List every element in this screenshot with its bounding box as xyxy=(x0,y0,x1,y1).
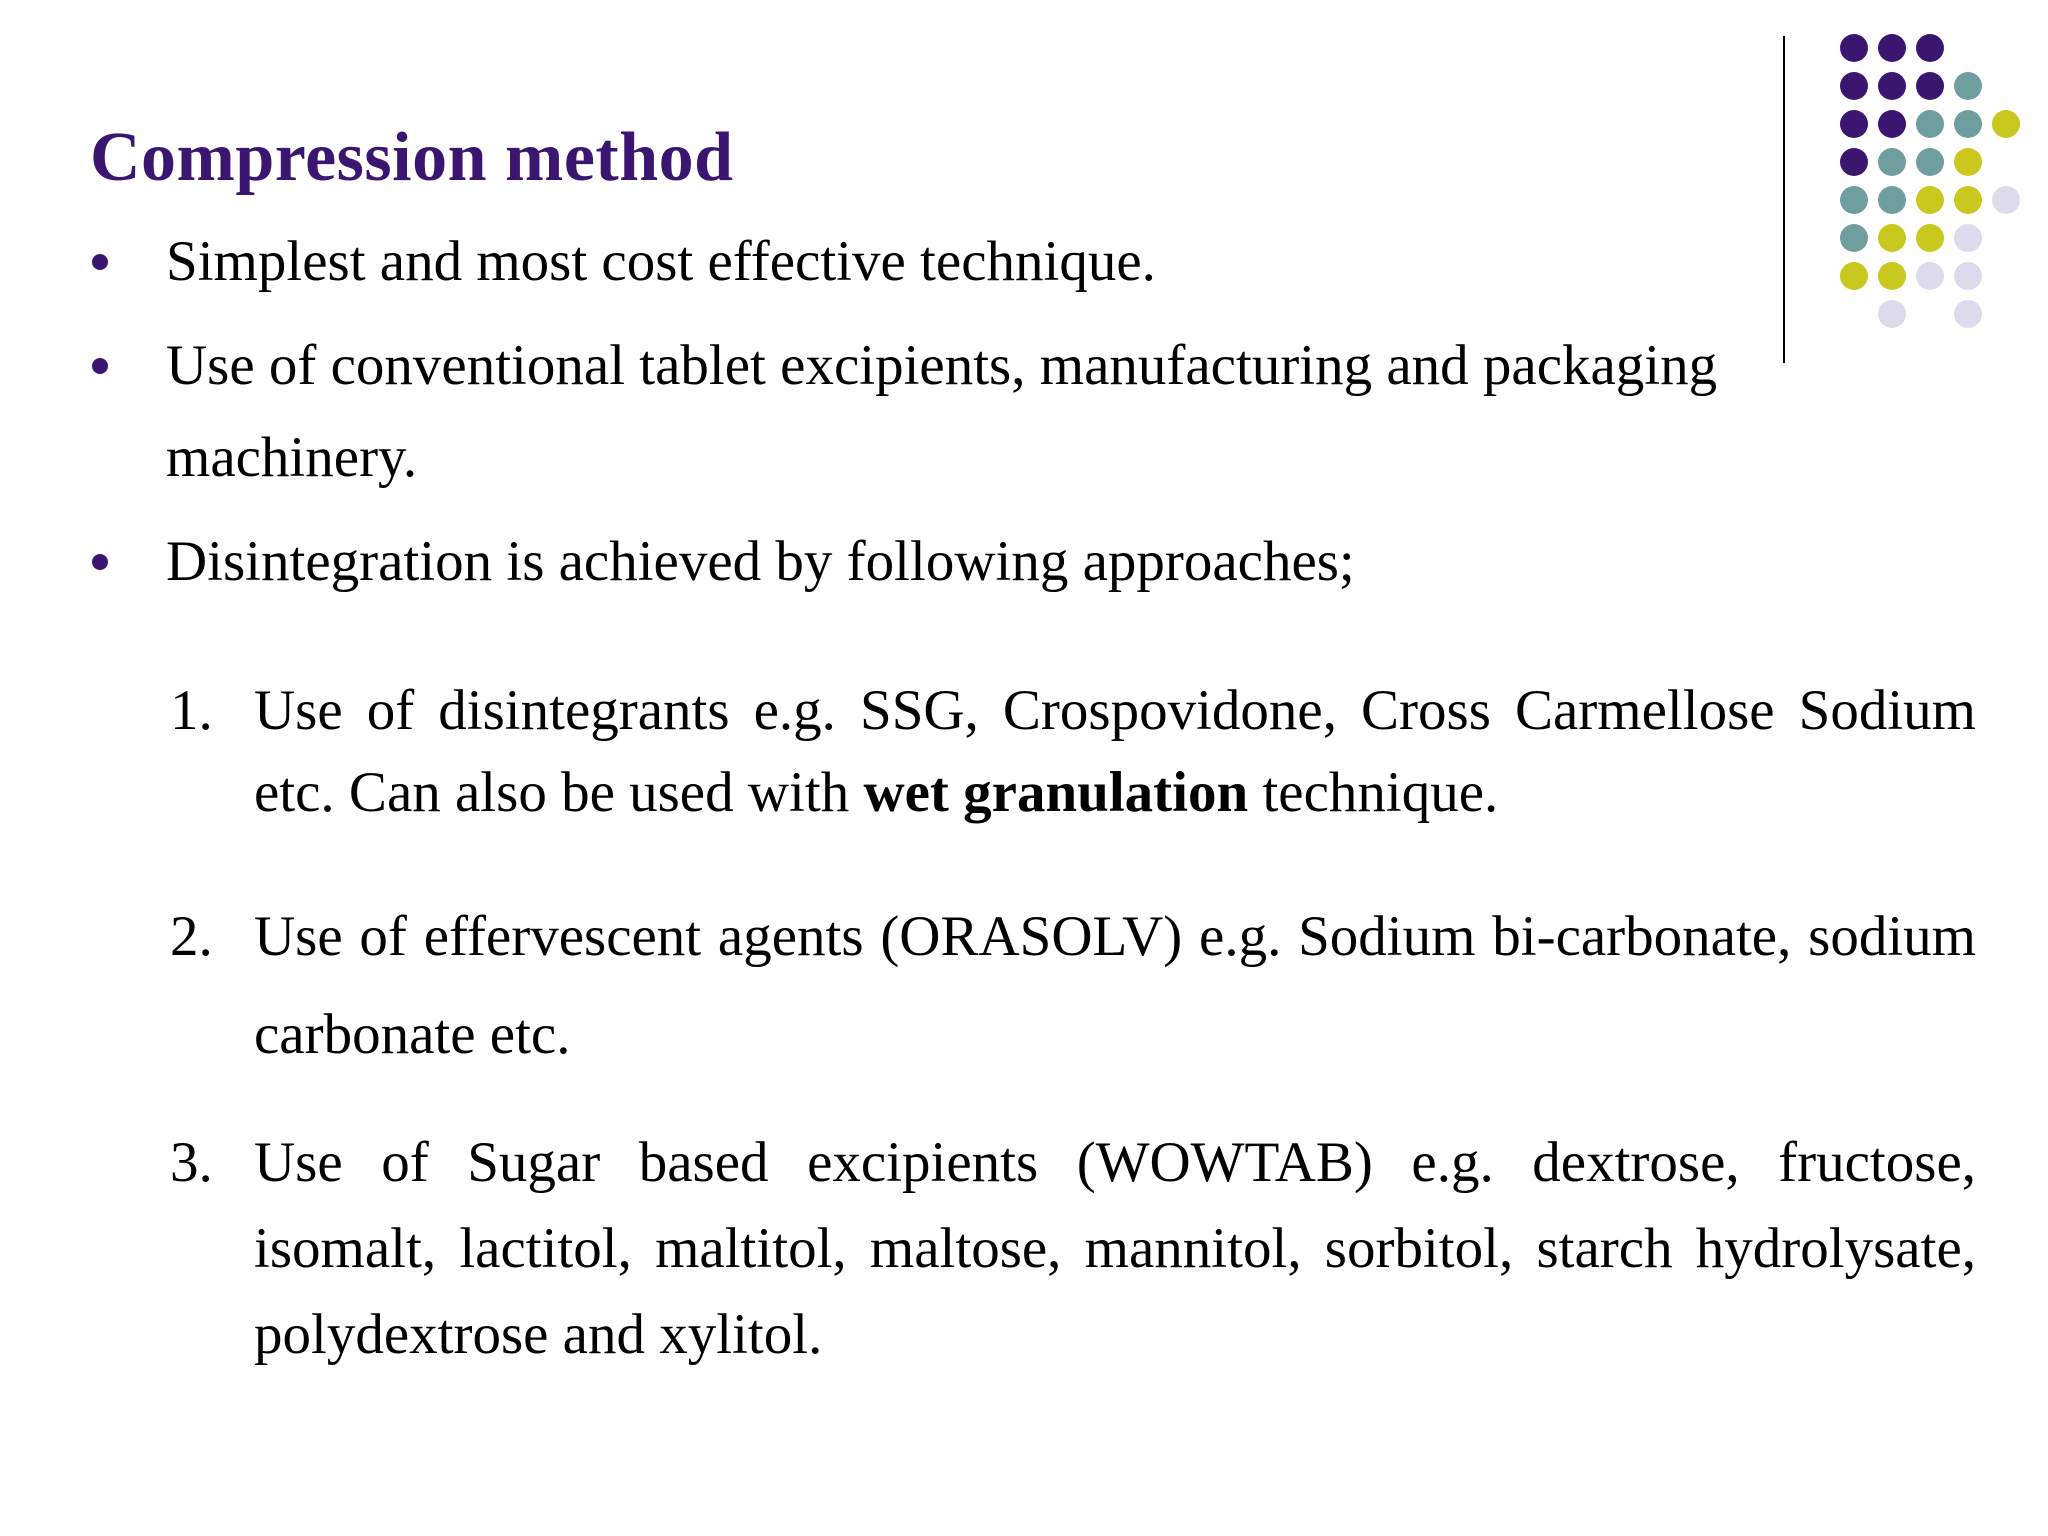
vertical-divider xyxy=(1783,36,1785,363)
emphasis-text: wet granulation xyxy=(863,761,1249,824)
bullet-text: Disintegration is achieved by following approaches; xyxy=(166,530,1355,593)
bullet-text: Use of conventional tablet excipients, manufacturing and packaging machinery. xyxy=(166,334,1718,489)
decorative-dot-icon xyxy=(1954,148,1982,176)
bullet-dot-icon xyxy=(92,358,108,374)
numbered-item xyxy=(170,888,1976,1084)
numbered-item-text: Use of effervescent agents (ORASOLV) e.g. Sodium bi-carbonate, sodium carbonate etc. xyxy=(254,905,1976,1066)
decorative-dot-icon xyxy=(1992,186,2020,214)
decorative-dot-icon xyxy=(1954,224,1982,252)
decorative-dot-icon xyxy=(1916,110,1944,138)
bullet-dot-icon xyxy=(92,254,108,270)
decorative-dot-icon xyxy=(1992,110,2020,138)
slide-title: Compression method xyxy=(90,119,734,196)
text-segment: Use of disintegrants e.g. SSG, Crospovidone, Cross Carmellose Sodium etc. Can also be used with xyxy=(254,679,1976,824)
decorative-dot-icon xyxy=(1916,34,1944,62)
bullet-text: Simplest and most cost effective technique. xyxy=(166,230,1156,293)
decorative-dot-icon xyxy=(1840,34,1868,62)
bullet-item xyxy=(90,216,1920,308)
decorative-dot-icon xyxy=(1954,262,1982,290)
item-number: 3. xyxy=(170,1131,213,1194)
decorative-dot-icon xyxy=(1954,72,1982,100)
decorative-dot-icon xyxy=(1840,72,1868,100)
decorative-dot-icon xyxy=(1840,148,1868,176)
decorative-dot-icon xyxy=(1916,72,1944,100)
numbered-item xyxy=(170,670,1976,830)
decorative-dot-icon xyxy=(1916,186,1944,214)
decorative-dot-icon xyxy=(1916,148,1944,176)
decorative-dot-icon xyxy=(1954,186,1982,214)
decorative-dot-icon xyxy=(1840,186,1868,214)
text-segment: technique. xyxy=(1248,761,1499,824)
bullet-item xyxy=(90,320,1920,504)
bullet-item xyxy=(90,516,1920,608)
item-number: 1. xyxy=(170,679,213,742)
item-number: 2. xyxy=(170,905,213,968)
decorative-dot-icon xyxy=(1916,262,1944,290)
decorative-dot-icon xyxy=(1954,110,1982,138)
decorative-dot-icon xyxy=(1840,110,1868,138)
decorative-dot-icon xyxy=(1916,224,1944,252)
bullet-dot-icon xyxy=(92,554,108,570)
numbered-item-text: Use of Sugar based excipients (WOWTAB) e.g. dextrose, fructose, isomalt, lactitol, maltitol, maltose, mannitol, sorbitol, starch hydrolysate, polydextrose and xylitol. xyxy=(254,1131,1976,1366)
decorative-dot-icon xyxy=(1878,148,1906,176)
decorative-dot-icon xyxy=(1878,186,1906,214)
decorative-dot-icon xyxy=(1954,300,1982,328)
numbered-item-text xyxy=(254,670,1976,834)
decorative-dot-icon xyxy=(1878,72,1906,100)
decorative-dot-icon xyxy=(1878,34,1906,62)
numbered-item xyxy=(170,1120,1976,1380)
decorative-dot-icon xyxy=(1878,110,1906,138)
